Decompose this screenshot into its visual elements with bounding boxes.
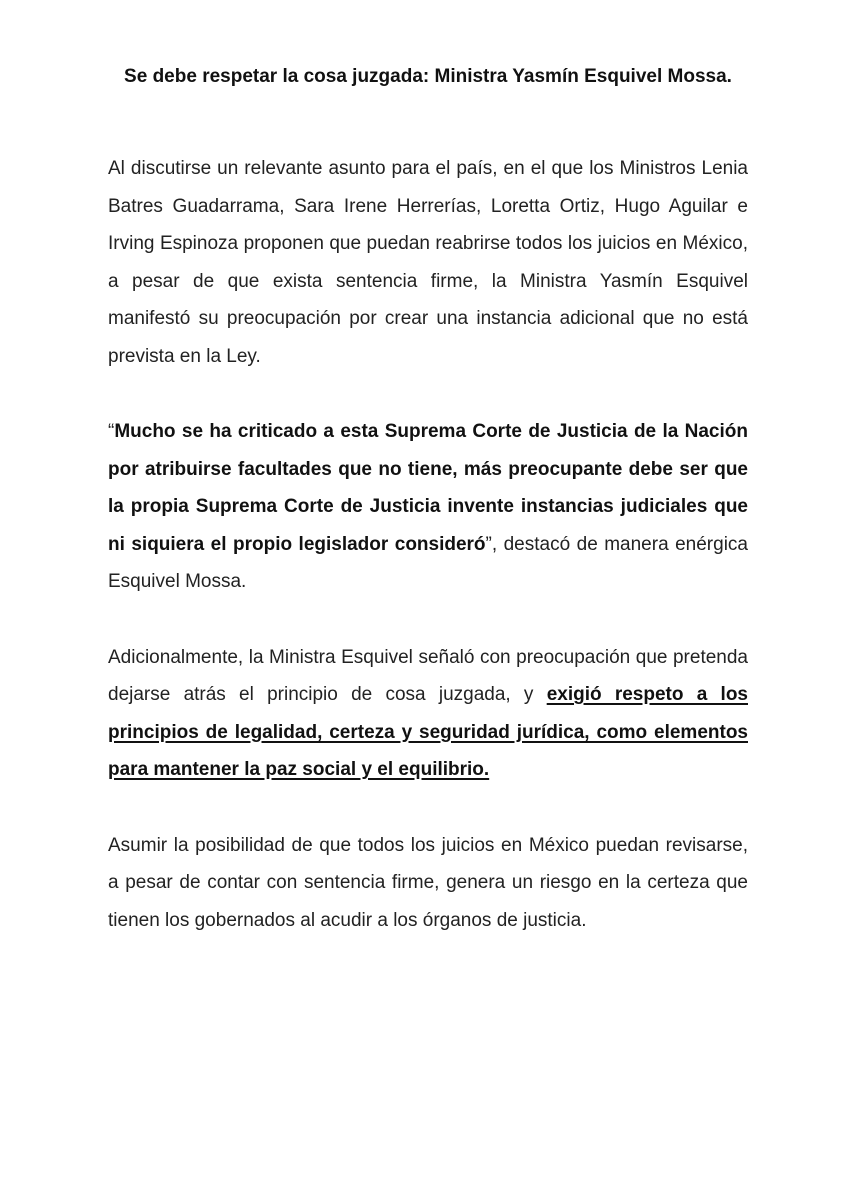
document-page [108, 58, 748, 939]
paragraph-quote [108, 413, 748, 601]
paragraph-additional [108, 639, 748, 789]
paragraph-closing: Asumir la posibilidad de que todos los juicios en México puedan revisarse, a pesar de contar con sentencia firme, genera un riesgo en la certeza que tienen los gobernados al acudir a los órganos de justicia. [108, 834, 748, 931]
paragraph-intro: Al discutirse un relevante asunto para el país, en el que los Ministros Lenia Batres Guadarrama, Sara Irene Herrerías, Loretta Ortiz, Hugo Aguilar e Irving Espinoza proponen que puedan reabrirse todos los juicios en México, a pesar de que exista sentencia firme, la Ministra Yasmín Esquivel manifestó su preocupación por crear una instancia adicional que no está prevista en la Ley. [108, 158, 748, 367]
document-title: Se debe respetar la cosa juzgada: Ministra Yasmín Esquivel Mossa. [124, 66, 732, 87]
quote-bold-text: Mucho se ha criticado a esta Suprema Corte de Justicia de la Nación por atribuirse facultades que no tiene, más preocupante debe ser que la propia Suprema Corte de Justicia invente instancias judiciales que ni siquiera el propio legislador consideró [108, 421, 748, 555]
paragraph-additional-emphasis: exigió respeto a los principios de legalidad, certeza y seguridad jurídica, como elementos para mantener la paz social y el equilibrio. [108, 684, 748, 780]
open-quote-mark: “ [108, 421, 115, 442]
paragraph-additional-lead: Adicionalmente, la Ministra Esquivel señaló con preocupación que pretenda dejarse atrás el principio de cosa juzgada, y [108, 646, 748, 705]
quote-attribution: ”, destacó de manera enérgica Esquivel Mossa. [108, 533, 748, 592]
